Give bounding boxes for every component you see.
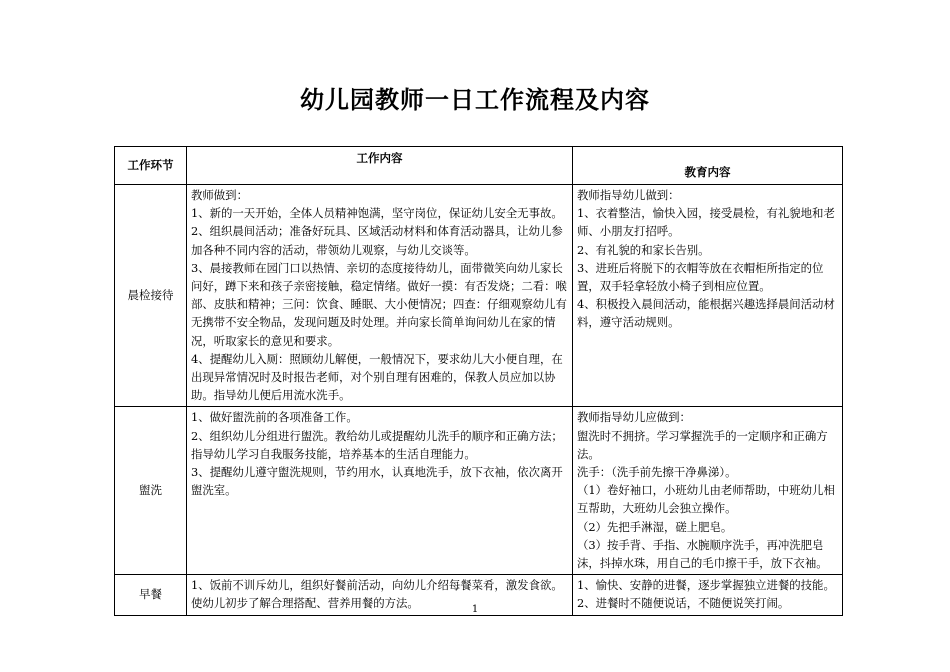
work-line: 1、饭前不训斥幼儿，组织好餐前活动，向幼儿介绍每餐菜肴，激发食欲。使幼儿初步了解合理搭配、营养用餐的方法。 [191,578,563,611]
page-number: 1 [471,604,479,615]
work-line: 1、做好盥洗前的各项准备工作。 [191,410,358,425]
header-education-content: 教育内容 [573,147,843,185]
education-line: 3、进班后将脱下的衣帽等放在衣帽柜所指定的位置，双手轻拿轻放小椅子到相应位置。 [577,260,824,294]
table-row [115,407,843,575]
education-line: （3）按手背、手指、水腕顺序洗手，再冲洗肥皂沫，抖掉水珠，用自己的毛巾擦干手，放下衣袖。 [577,537,828,571]
stage-cell: 早餐 [115,575,187,615]
header-stage: 工作环节 [115,147,187,185]
education-line: 2、有礼貌的和家长告别。 [577,242,710,257]
header-work-content: 工作内容 [187,147,573,185]
work-line: 3、晨接教师在园门口以热情、亲切的态度接待幼儿，面带微笑向幼儿家长问好，蹲下来和孩子亲密接触，稳定情绪。做好一摸：有否发烧；二看：喉部、皮肤和精神；三问：饮食、睡眠、大小便情况；四查：仔细观察幼儿有无携带不安全物品，发现问题及时处理。并向家长简单询问幼儿在家的情况，听取家长的意见和要求。 [191,260,567,348]
work-line: 教师做到： [191,188,248,202]
stage-cell: 晨检接待 [115,185,187,407]
workflow-table [114,146,843,616]
stage-cell: 盥洗 [115,407,187,575]
education-line: 教师指导幼儿应做到： [577,410,691,425]
education-line: （2）先把手淋湿，磋上肥皂。 [577,519,733,534]
education-content-cell [573,407,843,575]
education-line: 盥洗时不拥挤。学习掌握洗手的一定顺序和正确方法。 [577,428,828,461]
education-line: 1、衣着整洁，愉快入园，接受晨检，有礼貌地和老师、小朋友打招呼。 [577,206,835,239]
document-title: 幼儿园教师一日工作流程及内容 [300,86,650,114]
work-line: 2、组织幼儿分组进行盥洗。教给幼儿或提醒幼儿洗手的顺序和正确方法；指导幼儿学习自我服务技能，培养基本的生活自理能力。 [191,428,563,461]
work-line: 4、提醒幼儿入厕：照顾幼儿解便，一般情况下，要求幼儿大小便自理，在出现异常情况时及时报告老师，对个别自理有困难的，保教人员应加以协助。指导幼儿便后用流水洗手。 [191,351,563,403]
table-row [115,185,843,407]
education-line: 2、进餐时不随便说话，不随便说笑打闹。 [577,596,790,611]
education-line: 4、积极投入晨间活动，能根据兴趣选择晨间活动材料，遵守活动规则。 [577,297,835,330]
work-line: 3、提醒幼儿遵守盥洗规则，节约用水，认真地洗手，放下衣袖，依次离开盥洗室。 [191,465,563,498]
table-header-row [115,147,843,185]
work-line: 1、新的一天开始，全体人员精神饱满，坚守岗位，保证幼儿安全无事故。 [191,206,563,221]
work-line: 2、组织晨间活动；准备好玩具、区域活动材料和体育活动器具，让幼儿参加各种不同内容的活动，带领幼儿观察，与幼儿交谈等。 [191,224,563,257]
work-content-cell [187,407,573,575]
education-content-cell [573,185,843,407]
work-content-cell [187,185,573,407]
education-line: 1、愉快、安静的进餐，逐步掌握独立进餐的技能。 [577,578,835,593]
education-line: 教师指导幼儿做到： [577,188,680,202]
education-line: （1）卷好袖口，小班幼儿由老师帮助，中班幼儿相互帮助，大班幼儿会独立操作。 [577,483,835,516]
education-line: 洗手：（洗手前先擦干净鼻涕）。 [577,465,737,480]
